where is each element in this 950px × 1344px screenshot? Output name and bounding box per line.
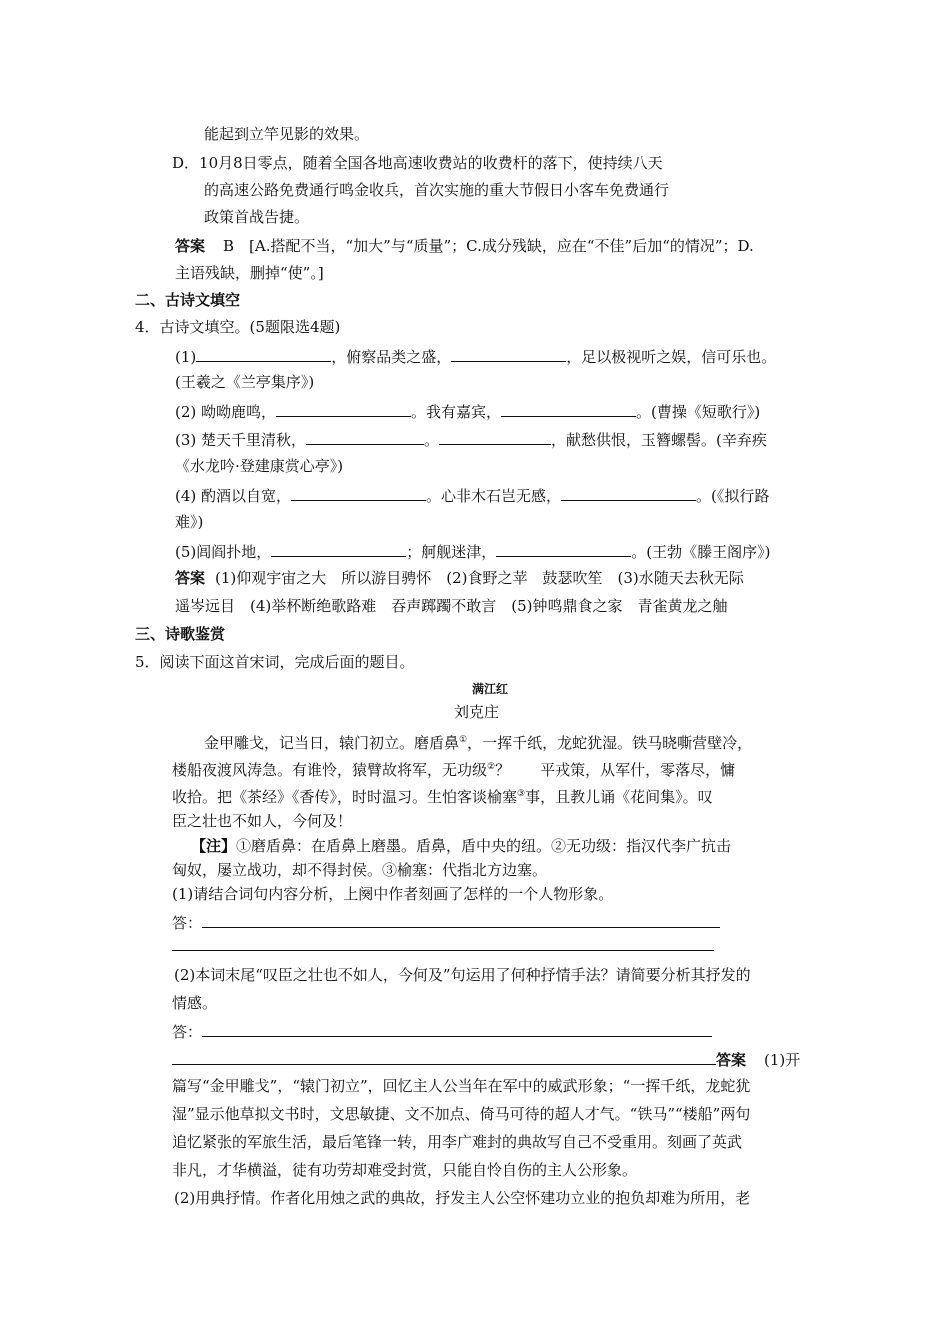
poem-line3-a: 收拾。把《茶经》《香传》，时时温习。生怕客谈榆塞 (172, 788, 518, 806)
q5-answer-line5: 非凡，才华横溢，徒有功劳却难受封赏，只能自怜自伤的主人公形象。 (172, 1161, 638, 1179)
footnote-mark: ② (487, 762, 496, 772)
answer-line[interactable] (202, 1020, 712, 1037)
blank[interactable] (496, 540, 631, 557)
q5-sub1-answer-line2 (172, 934, 714, 956)
poem-line1-b: ，一挥千纸，龙蛇犹湿。铁马晓嘶营壁冷， (467, 734, 753, 752)
blank[interactable] (196, 345, 331, 362)
q4-answer-text1: (1)仰观宇宙之大 所以游目骋怀 (2)食野之苹 鼓瑟吹笙 (3)水随天去秋无际 (215, 569, 744, 587)
section-heading-3: 三、诗歌鉴赏 (135, 625, 226, 643)
option-d-line2: 的高速公路免费通行鸣金收兵，首次实施的重大节假日小客车免费通行 (204, 181, 670, 199)
q5-answer-line6: (2)用典抒情。作者化用烛之武的典故，抒发主人公空怀建功立业的抱负却难为所用，老 (174, 1189, 751, 1207)
blank[interactable] (451, 345, 566, 362)
q4-item3-source: 《水龙吟·登建康赏心亭》) (175, 457, 344, 475)
q4-item2 (175, 400, 760, 422)
answer-prefix: 答： (172, 1023, 203, 1041)
q5-answer-line4: 追忆紧张的军旅生活，最后笔锋一转，用李广难封的典故写自己不受重用。刻画了英武 (172, 1133, 743, 1151)
poem-line2-a: 楼船夜渡风涛急。有谁怜，猿臂故将军，无功级 (172, 761, 488, 779)
option-d-line3: 政策首战告捷。 (204, 208, 310, 226)
option-d-line1: D．10月8日零点，随着全国各地高速收费站的收费杆的落下，使持续八天 (172, 154, 663, 172)
poem-line1 (204, 730, 752, 753)
q4-item2-text1: 。我有嘉宾， (411, 403, 502, 421)
q5-answer-line3: 湿”显示他草拟文书时，文思敏捷、文不加点、倚马可待的超人才气。“铁马”“楼船”两句 (172, 1105, 751, 1123)
q4-item2-text2: 。(曹操《短歌行》) (636, 403, 761, 421)
q5-answer-line1 (172, 1048, 800, 1070)
q4-item1-num: (1) (175, 348, 197, 366)
blank[interactable] (271, 540, 406, 557)
q5-sub2-line2: 情感。 (172, 994, 218, 1012)
q5-sub2-answer (172, 1020, 712, 1042)
poem-title: 满江红 (472, 682, 509, 696)
q5-answer-line2: 篇写“金甲雕戈”，“辕门初立”，回忆主人公当年在军中的威武形象；“一挥千纸，龙蛇犹 (172, 1077, 751, 1095)
q4-item2-text0: (2) 呦呦鹿鸣， (175, 403, 277, 421)
q4-item3-text0: (3) 楚天千里清秋， (175, 431, 307, 449)
q4-item4-text2: 。(《拟行路 (696, 487, 770, 505)
q5-sub1-answer (172, 911, 720, 933)
option-c-continuation: 能起到立竿见影的效果。 (204, 125, 370, 143)
poem-line1-a: 金甲雕戈，记当日，辕门初立。磨盾鼻 (204, 734, 460, 752)
q4-answer-line1 (175, 568, 744, 588)
q4-item5-text1: ；舸舰迷津， (406, 543, 497, 561)
answer-prefix: 答： (172, 914, 203, 932)
poem-line3 (172, 784, 713, 807)
q4-item5-text0: (5)闾阎扑地， (175, 543, 272, 561)
footnote-mark: ③ (517, 789, 526, 799)
note-text1: ①磨盾鼻：在盾鼻上磨墨。盾鼻，盾中央的纽。②无功级：指汉代李广抗击 (236, 837, 732, 855)
blank[interactable] (439, 428, 551, 445)
q3-answer-line2: 主语残缺，删掉“使”。] (175, 264, 324, 282)
poem-note-line1 (191, 836, 731, 856)
poem-note-line2: 匈奴，屡立战功，却不得封侯。③榆塞：代指北方边塞。 (172, 861, 548, 879)
poem-author: 刘克庄 (454, 703, 500, 721)
answer-label: 答案 (175, 237, 206, 255)
q4-item4-text0: (4) 酌酒以自宽， (175, 487, 292, 505)
q3-answer-line1 (175, 236, 754, 256)
q5-answer-text1: (1)开 (764, 1051, 801, 1069)
q4-item4-text1: 。心非木石岂无感， (426, 487, 562, 505)
answer-line[interactable] (172, 934, 714, 951)
q4-item5 (175, 540, 770, 562)
answer-label: 答案 (175, 569, 206, 587)
q4-answer-line2: 遥岑远目 (4)举杯断绝歌路难 吞声踯躅不敢言 (5)钟鸣鼎食之家 青雀黄龙之舳 (175, 597, 728, 615)
q5-sub1: (1)请结合词句内容分析，上阕中作者刻画了怎样的一个人物形象。 (172, 885, 614, 903)
answer-label: 答案 (716, 1051, 747, 1069)
answer-line[interactable] (172, 1048, 716, 1065)
q5-sub2-line1: (2)本词末尾“叹臣之壮也不如人，今何及”句运用了何种抒情手法？请简要分析其抒发的 (174, 966, 751, 984)
blank[interactable] (276, 400, 411, 417)
q4-item5-text2: 。(王勃《滕王阁序》) (631, 543, 771, 561)
poem-line4: 臣之壮也不如人，今何及！ (172, 812, 353, 830)
q5-stem: 5．阅读下面这首宋词，完成后面的题目。 (135, 653, 415, 671)
q4-item1 (175, 345, 776, 367)
note-label: 【注】 (191, 837, 237, 855)
section-heading-2: 二、古诗文填空 (135, 291, 241, 309)
q4-item1-text1: ，俯察品类之盛， (331, 348, 452, 366)
q4-item1-text2: ，足以极视听之娱，信可乐也。 (566, 348, 777, 366)
poem-line2 (172, 757, 735, 780)
q4-item3-text1: 。 (424, 431, 440, 449)
q4-item4-source: 难》) (175, 513, 204, 531)
q4-item3-text2: ，献愁供恨，玉簪螺髻。(辛弃疾 (551, 431, 767, 449)
blank[interactable] (501, 400, 636, 417)
footnote-mark: ① (459, 735, 468, 745)
q4-item1-source: (王羲之《兰亭集序》) (175, 373, 315, 391)
q4-stem: 4．古诗文填空。(5题限选4题) (135, 318, 341, 336)
poem-line2-b: ？ 平戎策，从军什，零落尽，慵 (495, 761, 736, 779)
answer-line[interactable] (202, 911, 720, 928)
q3-answer-text1: B [A.搭配不当，“加大”与“质量”；C.成分残缺，应在“不佳”后加“的情况”；D. (223, 237, 754, 255)
q4-item4 (175, 484, 769, 506)
poem-line3-b: 事，且教儿诵《花间集》。叹 (525, 788, 713, 806)
blank[interactable] (291, 484, 426, 501)
blank[interactable] (306, 428, 424, 445)
blank[interactable] (561, 484, 696, 501)
q4-item3 (175, 428, 767, 450)
